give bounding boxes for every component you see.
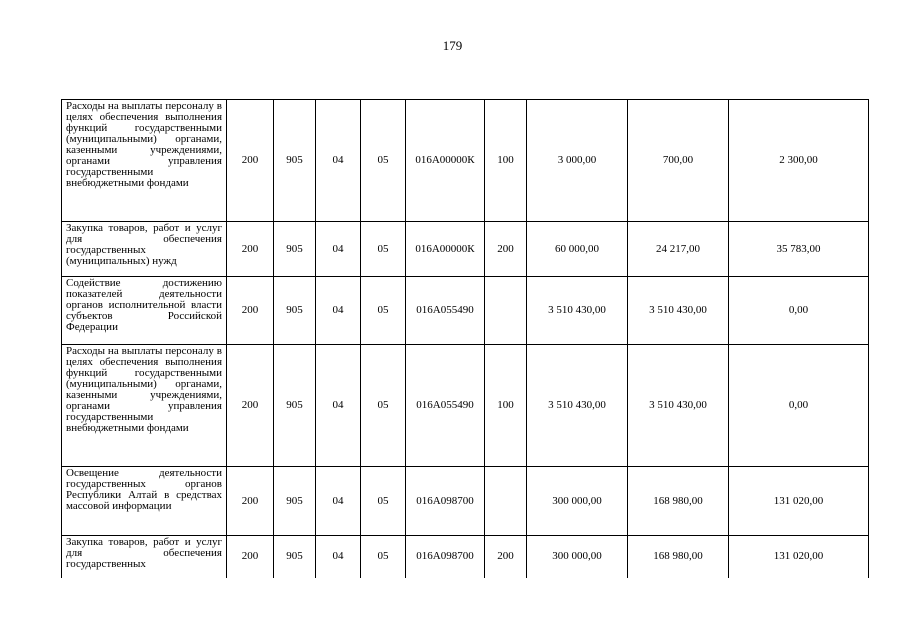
row-code-5: 016А098700 <box>406 536 485 578</box>
row-value-2: 3 510 430,00 <box>628 345 729 467</box>
row-value-3: 35 783,00 <box>729 222 869 277</box>
row-value-1: 60 000,00 <box>527 222 628 277</box>
row-code-3: 04 <box>316 345 361 467</box>
table-row <box>62 222 869 277</box>
row-value-2: 168 980,00 <box>628 467 729 536</box>
budget-table <box>61 99 869 578</box>
row-name: Расходы на выплаты персоналу в целях обеспечения выполнения функций государственными (муниципальными) органами, казенными учреждениями, органами управления государственными внебюджетными фондами <box>62 100 227 222</box>
row-code-1: 200 <box>227 222 274 277</box>
row-code-6: 200 <box>485 536 527 578</box>
row-name: Содействие достижению показателей деятельности органов исполнительной власти субъектов Российской Федерации <box>62 277 227 345</box>
row-code-4: 05 <box>361 222 406 277</box>
row-code-3: 04 <box>316 467 361 536</box>
row-value-2: 700,00 <box>628 100 729 222</box>
row-code-1: 200 <box>227 277 274 345</box>
row-code-6: 100 <box>485 345 527 467</box>
row-value-1: 300 000,00 <box>527 467 628 536</box>
page-number: 179 <box>442 38 463 53</box>
row-code-2: 905 <box>274 467 316 536</box>
table-row <box>62 277 869 345</box>
row-name: Расходы на выплаты персоналу в целях обеспечения выполнения функций государственными (муниципальными) органами, казенными учреждениями, органами управления государственными внебюджетными фондами <box>62 345 227 467</box>
row-code-3: 04 <box>316 100 361 222</box>
row-value-2: 3 510 430,00 <box>628 277 729 345</box>
row-code-5: 016А055490 <box>406 345 485 467</box>
row-code-2: 905 <box>274 222 316 277</box>
row-code-5: 016А00000К <box>406 100 485 222</box>
row-name: Освещение деятельности государственных органов Республики Алтай в средствах массовой информации <box>62 467 227 536</box>
row-code-5: 016А098700 <box>406 467 485 536</box>
row-value-1: 3 510 430,00 <box>527 345 628 467</box>
table-row <box>62 467 869 536</box>
row-code-6: 200 <box>485 222 527 277</box>
table-row <box>62 345 869 467</box>
row-code-3: 04 <box>316 222 361 277</box>
table-row <box>62 100 869 222</box>
row-code-2: 905 <box>274 345 316 467</box>
row-value-3: 0,00 <box>729 345 869 467</box>
row-code-1: 200 <box>227 536 274 578</box>
row-value-3: 2 300,00 <box>729 100 869 222</box>
row-code-2: 905 <box>274 536 316 578</box>
row-name: Закупка товаров, работ и услуг для обеспечения государственных <box>62 536 227 578</box>
row-code-4: 05 <box>361 467 406 536</box>
row-code-5: 016А055490 <box>406 277 485 345</box>
row-code-6 <box>485 277 527 345</box>
row-code-6 <box>485 467 527 536</box>
row-value-1: 300 000,00 <box>527 536 628 578</box>
row-code-1: 200 <box>227 100 274 222</box>
row-code-2: 905 <box>274 277 316 345</box>
row-value-1: 3 000,00 <box>527 100 628 222</box>
row-value-2: 24 217,00 <box>628 222 729 277</box>
table-row <box>62 536 869 578</box>
row-value-1: 3 510 430,00 <box>527 277 628 345</box>
row-name: Закупка товаров, работ и услуг для обеспечения государственных (муниципальных) нужд <box>62 222 227 277</box>
row-code-2: 905 <box>274 100 316 222</box>
row-code-1: 200 <box>227 467 274 536</box>
row-value-3: 131 020,00 <box>729 467 869 536</box>
row-value-3: 0,00 <box>729 277 869 345</box>
row-value-3: 131 020,00 <box>729 536 869 578</box>
row-code-1: 200 <box>227 345 274 467</box>
row-code-4: 05 <box>361 536 406 578</box>
row-value-2: 168 980,00 <box>628 536 729 578</box>
row-code-3: 04 <box>316 277 361 345</box>
row-code-6: 100 <box>485 100 527 222</box>
row-code-4: 05 <box>361 345 406 467</box>
row-code-3: 04 <box>316 536 361 578</box>
row-code-5: 016А00000К <box>406 222 485 277</box>
row-code-4: 05 <box>361 100 406 222</box>
row-code-4: 05 <box>361 277 406 345</box>
